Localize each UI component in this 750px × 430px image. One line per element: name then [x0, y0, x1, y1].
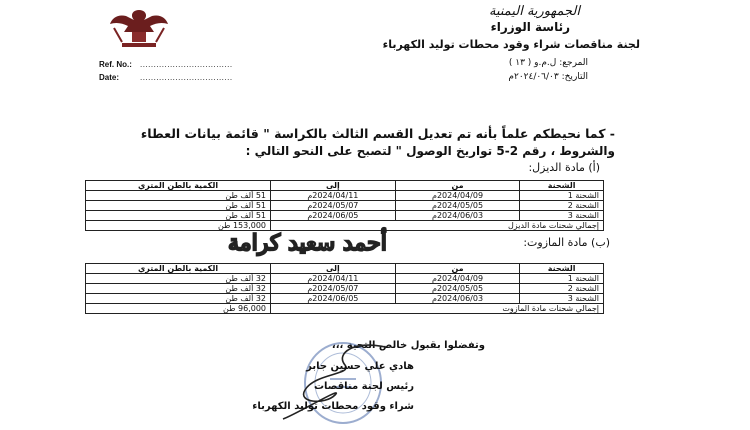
cell-qty: 51 ألف طن — [86, 211, 271, 221]
cell-to: 2024/04/11م — [271, 191, 396, 201]
table-row — [86, 201, 604, 211]
signatory-title: رئيس لجنة مناقصات — [313, 381, 414, 392]
table-header-row — [86, 264, 604, 274]
cell-qty: 51 ألف طن — [86, 191, 271, 201]
total-label: إجمالي شحنات مادة المازوت — [271, 304, 604, 314]
table-header-row — [86, 181, 604, 191]
total-label: إجمالي شحنات مادة الديزل — [271, 221, 604, 231]
cell-shipment: الشحنة 3 — [520, 294, 604, 304]
ref-no-label: Ref. No.: — [99, 60, 132, 69]
ministry-name: رئاسة الوزراء — [490, 20, 570, 34]
table-row — [86, 294, 604, 304]
col-from: من — [395, 181, 520, 191]
cell-shipment: الشحنة 1 — [520, 274, 604, 284]
cell-to: 2024/04/11م — [271, 274, 396, 284]
cell-from: 2024/05/05م — [395, 201, 520, 211]
col-shipment: الشحنة — [520, 181, 604, 191]
cell-to: 2024/05/07م — [271, 201, 396, 211]
signature-name-stamp: أحمد سعيد كرامة — [228, 230, 387, 256]
government-name: الجمهورية اليمنية — [488, 4, 580, 19]
col-qty: الكمية بالطن المتري — [86, 181, 271, 191]
table-row — [86, 211, 604, 221]
table-total-row — [86, 304, 604, 314]
total-value: 153,000 طن — [86, 221, 271, 231]
table-row — [86, 274, 604, 284]
cell-qty: 32 ألف طن — [86, 294, 271, 304]
closing-line: وتفضلوا بقبول خالص التحية ،،، — [331, 340, 485, 351]
ref-no-field: .................................. — [140, 60, 233, 69]
date-label: Date: — [99, 73, 120, 82]
cell-from: 2024/04/09م — [395, 191, 520, 201]
total-value: 96,000 طن — [86, 304, 271, 314]
signatory-department: شراء وقود محطات توليد الكهرباء — [252, 401, 414, 412]
cell-shipment: الشحنة 2 — [520, 201, 604, 211]
col-shipment: الشحنة — [520, 264, 604, 274]
paragraph-line-2: والشروط ، رقم 2-5 تواريخ الوصول " لتصبح على النحو التالي : — [245, 144, 615, 158]
cell-shipment: الشحنة 2 — [520, 284, 604, 294]
col-to: إلى — [271, 181, 396, 191]
cell-to: 2024/06/05م — [271, 211, 396, 221]
cell-from: 2024/05/05م — [395, 284, 520, 294]
diesel-shipments-table — [85, 180, 604, 231]
committee-name: لجنة مناقصات شراء وقود محطات توليد الكهرباء — [382, 38, 640, 51]
cell-shipment: الشحنة 3 — [520, 211, 604, 221]
cell-from: 2024/06/03م — [395, 294, 520, 304]
table-row — [86, 191, 604, 201]
section-b-heading: (ب) مادة المازوت: — [523, 236, 610, 249]
cell-from: 2024/06/03م — [395, 211, 520, 221]
cell-qty: 32 ألف طن — [86, 274, 271, 284]
arabic-date: التاريخ: ٢٠٢٤/٠٦/٠٣م — [508, 72, 588, 82]
table-total-row — [86, 221, 604, 231]
table-row — [86, 284, 604, 294]
col-qty: الكمية بالطن المتري — [86, 264, 271, 274]
cell-qty: 32 ألف طن — [86, 284, 271, 294]
cell-qty: 51 ألف طن — [86, 201, 271, 211]
cell-shipment: الشحنة 1 — [520, 191, 604, 201]
mazut-shipments-table — [85, 263, 604, 314]
arabic-reference: المرجع: ل.م.و ( ١٣ ) — [508, 58, 588, 68]
col-to: إلى — [271, 264, 396, 274]
signatory-name: هادي علي حسين جابر — [306, 361, 414, 372]
section-a-heading: (أ) مادة الديزل: — [528, 161, 600, 174]
yemen-eagle-emblem-icon — [104, 6, 174, 50]
cell-to: 2024/05/07م — [271, 284, 396, 294]
date-field: .................................. — [140, 73, 233, 82]
col-from: من — [395, 264, 520, 274]
cell-from: 2024/04/09م — [395, 274, 520, 284]
paragraph-line-1: - كما نحيطكم علماً بأنه تم تعديل القسم الثالث بالكراسة " قائمة بيانات العطاء — [140, 126, 615, 141]
cell-to: 2024/06/05م — [271, 294, 396, 304]
